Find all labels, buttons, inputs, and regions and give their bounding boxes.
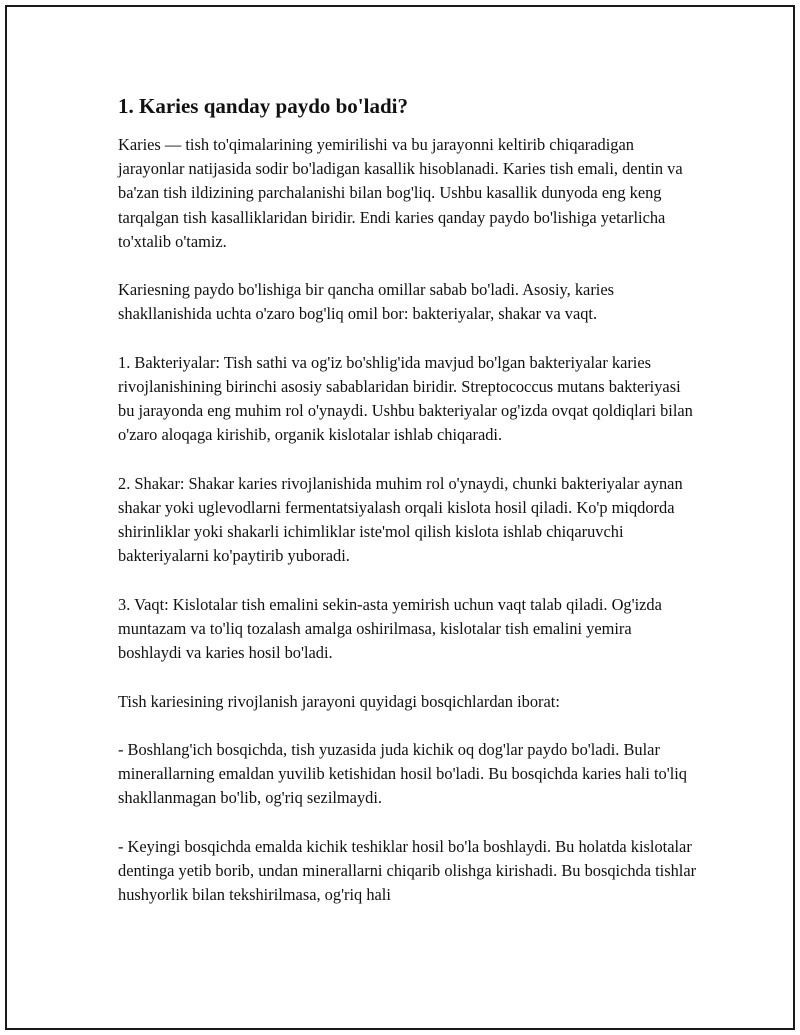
document-body: [118, 92, 698, 932]
paragraph-sugar: 2. Shakar: Shakar karies rivojlanishida muhim rol o'ynaydi, chunki bakteriyalar aynan shakar yoki uglevodlarni fermentatsiyalash orqali kislota hosil qiladi. Ko'p miqdorda shirinliklar yoki shakarli ichimliklar iste'mol qilish kislota ishlab chiqaruvchi bakteriyalarni ko'paytirib yuboradi.: [118, 473, 683, 566]
paragraph-stage-initial: - Boshlang'ich bosqichda, tish yuzasida juda kichik oq dog'lar paydo bo'ladi. Bular minerallarning emaldan yuvilib ketishidan hosil bo'ladi. Bu bosqichda karies hali to'liq shakllanmagan bo'lib, og'riq sezilmaydi.: [118, 739, 687, 808]
section-heading: 1. Karies qanday paydo bo'ladi?: [118, 94, 408, 118]
paragraph-stage-next: - Keyingi bosqichda emalda kichik teshiklar hosil bo'la boshlaydi. Bu holatda kislotalar dentinga yetib borib, undan minerallarni chiqarib olishga kirishadi. Bu bosqichda tishlar hushyorlik bilan tekshirilmasa, og'riq hali: [118, 836, 697, 905]
paragraph-intro: Karies — tish to'qimalarining yemirilishi va bu jarayonni keltirib chiqaradigan jarayonlar natijasida sodir bo'ladigan kasallik hisoblanadi. Karies tish emali, dentin va ba'zan tish ildizining parchalanishi bilan bog'liq. Ushbu kasallik dunyoda eng keng tarqalgan tish kasalliklaridan biridir. Endi karies qanday paydo bo'lishiga yetarlicha to'xtalib o'tamiz.: [118, 135, 683, 251]
paragraph-factors: Kariesning paydo bo'lishiga bir qancha omillar sabab bo'ladi. Asosiy, karies shakllanishida uchta o'zaro bog'liq omil bor: bakteriyalar, shakar va vaqt.: [118, 280, 614, 324]
paragraph-bacteria: 1. Bakteriyalar: Tish sathi va og'iz bo'shlig'ida mavjud bo'lgan bakteriyalar karies rivojlanishining birinchi asosiy sabablaridan biridir. Streptococcus mutans bakteriyasi bu jarayonda eng muhim rol o'ynaydi. Ushbu bakteriyalar og'izda ovqat qoldiqlari bilan o'zaro aloqaga kirishib, organik kislotalar ishlab chiqaradi.: [118, 352, 693, 445]
paragraph-time: 3. Vaqt: Kislotalar tish emalini sekin-asta yemirish uchun vaqt talab qiladi. Og'izda muntazam va to'liq tozalash amalga oshirilmasa, kislotalar tish emalini yemira boshlaydi va karies hosil bo'ladi.: [118, 594, 662, 663]
paragraph-stages-intro: Tish kariesining rivojlanish jarayoni quyidagi bosqichlardan iborat:: [118, 691, 560, 711]
